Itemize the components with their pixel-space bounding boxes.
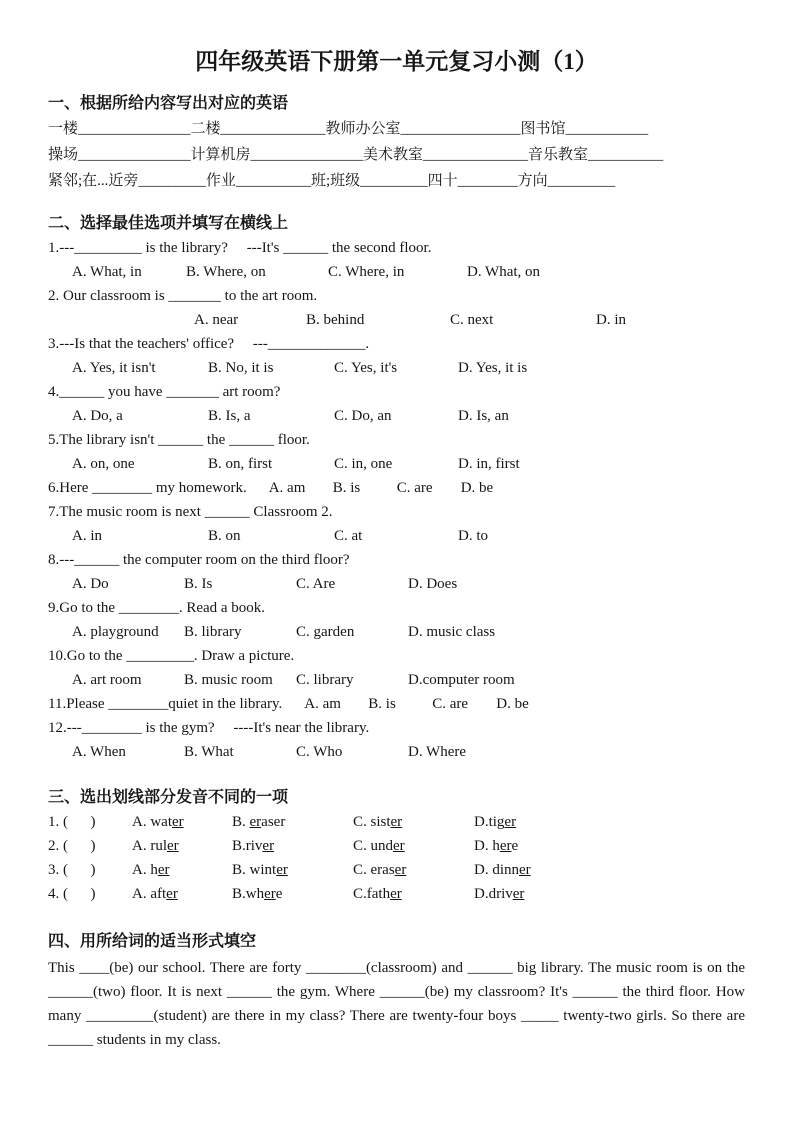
option-b: B. Where, on [186,264,266,280]
option-b: B. What [184,744,234,760]
underlined-letters: er [504,814,517,830]
option-d: D. music class [408,624,496,640]
option-d [474,882,524,906]
phonics-row-2 [48,834,745,858]
underlined-letters: er [276,862,288,878]
option-a: A. What, in [72,264,142,280]
option-c [353,858,474,882]
question-options [48,356,745,380]
question-stem: 4.______ you have _______ art room? [48,384,281,400]
vocab-item [191,121,326,137]
underlined-letters: er [499,838,512,854]
vocab-item [528,147,663,163]
answer-blank: ______________ [220,121,326,137]
word-part: A. aft [132,886,167,902]
answer-blank: _________ [138,173,206,189]
option-b [232,834,353,858]
vocab-term: 方向 [517,173,548,189]
word-part: B.wh [232,886,265,902]
word-part: B. [232,814,250,830]
section4-heading: 四、用所给词的适当形式填空 [48,933,257,950]
option-a: A. am [268,480,306,496]
option-d: D. in, first [458,456,520,472]
vocab-term: 操场 [48,147,79,163]
option-c: C. at [334,528,363,544]
option-c: C. Where, in [328,264,405,280]
item-number-parentheses: 4. ( ) [48,886,96,902]
question-stem: 5.The library isn't ______ the ______ floor. [48,432,310,448]
question-stem: 7.The music room is next ______ Classroom 2. [48,504,333,520]
question-stem: 2. Our classroom is _______ to the art room. [48,288,318,304]
vocab-item [428,173,518,189]
question-11 [48,692,745,716]
option-c: C. garden [296,624,355,640]
vocab-item [48,121,191,137]
vocab-item [326,121,521,137]
answer-blank: _________ [547,173,616,189]
section-multiple-choice [48,212,745,764]
underlined-letters: er [390,814,403,830]
question-9 [48,596,745,644]
section1-heading: 一、根据所给内容写出对应的英语 [48,95,289,112]
option-a: A. am [304,696,341,712]
vocab-row-2 [48,142,745,168]
vocab-item [48,147,191,163]
option-c [353,882,474,906]
option-d [474,858,531,882]
vocab-item [311,173,428,189]
section2-heading: 二、选择最佳选项并填写在横线上 [48,215,289,232]
question-options [48,404,745,428]
option-b [232,810,353,834]
word-part: C. sist [353,814,391,830]
answer-blank: ________ [457,173,518,189]
answer-blank: _________ [360,173,428,189]
vocab-item [363,147,528,163]
question-4 [48,380,745,428]
question-10 [48,644,745,692]
option-c: C. are [396,480,433,496]
option-b: B. music room [184,672,273,688]
question-stem: 9.Go to the ________. Read a book. [48,600,266,616]
page-title: 四年级英语下册第一单元复习小测（1） [195,49,598,74]
question-options [48,620,745,644]
underlined-letters: er [393,838,405,854]
option-c: C. Are [296,576,336,592]
underlined-letters: er [262,838,275,854]
option-b: B. is [332,480,361,496]
option-d: D. Does [408,576,458,592]
option-d: D. to [458,528,488,544]
phonics-row-3 [48,858,745,882]
underlined-letters: er [166,886,178,902]
option-a: A. near [194,312,239,328]
vocab-item [206,173,311,189]
vocab-item [48,173,206,189]
option-c: C. in, one [334,456,393,472]
option-c: C. next [450,312,494,328]
question-stem: 8.---______ the computer room on the third floor? [48,552,350,568]
option-a: A. Yes, it isn't [72,360,156,376]
word-part: e [511,838,519,854]
word-part: e [275,886,283,902]
question-3 [48,332,745,380]
vocab-item [521,121,649,137]
vocab-row-1 [48,116,745,142]
question-1 [48,236,745,284]
option-d: D. be [496,696,529,712]
option-c [353,810,474,834]
vocab-term: 一楼 [48,121,79,137]
option-d [474,810,516,834]
option-d: D. Where [408,744,467,760]
option-a [132,882,232,906]
option-a [132,834,232,858]
item-number-parentheses: 2. ( ) [48,838,96,854]
vocab-term: 计算机房 [190,147,251,163]
underlined-letters: er [264,886,276,902]
question-options [48,452,745,476]
word-part: B.riv [232,838,263,854]
question-options [48,308,745,332]
underlined-letters: er [172,814,184,830]
word-part: C. eras [353,862,395,878]
vocab-term: 图书馆 [520,121,566,137]
question-stem: 10.Go to the _________. Draw a picture. [48,648,295,664]
option-d: D. What, on [467,264,541,280]
vocab-term: 教师办公室 [325,121,401,137]
question-stem: 6.Here ________ my homework. [48,480,247,496]
answer-blank: ___________ [565,121,649,137]
option-d: D.computer room [408,672,515,688]
option-d: D. in [596,312,626,328]
section-cloze [48,930,745,1052]
underlined-letters: er [512,886,525,902]
underlined-letters: er [249,814,262,830]
option-a: A. When [72,744,126,760]
underlined-letters: er [167,838,179,854]
word-part: D. h [474,838,500,854]
option-b [232,882,353,906]
question-options [48,740,745,764]
vocab-term: 二楼 [190,121,221,137]
section3-heading: 三、选出划线部分发音不同的一项 [48,789,289,806]
question-options [48,524,745,548]
word-part: aser [261,814,286,830]
vocab-term: 四十 [427,173,458,189]
answer-blank: __________ [588,147,664,163]
option-d [474,834,518,858]
question-stem: 11.Please ________quiet in the library. [48,696,283,712]
option-d: D. be [460,480,494,496]
option-a: A. in [72,528,102,544]
option-c: C. are [432,696,469,712]
option-a: A. Do, a [72,408,123,424]
underlined-letters: er [390,886,402,902]
question-options [48,572,745,596]
vocab-row-3 [48,168,745,194]
phonics-row-1 [48,810,745,834]
answer-blank: _______________ [250,147,364,163]
section-phonics [48,786,745,906]
option-c: C. Do, an [334,408,392,424]
vocab-item [191,147,364,163]
option-a: A. Do [72,576,109,592]
word-part: C. und [353,838,394,854]
option-b: B. on [208,528,241,544]
word-part: A. wat [132,814,172,830]
question-6 [48,476,745,500]
question-2 [48,284,745,332]
option-b: B. No, it is [208,360,274,376]
question-stem: 12.---________ is the gym? ----It's near the library. [48,720,370,736]
option-b: B. Is, a [208,408,251,424]
word-part: D. dinn [474,862,519,878]
option-a: A. playground [72,624,159,640]
option-b [232,858,353,882]
option-a [132,858,232,882]
section-vocabulary [48,92,745,194]
option-b: B. is [368,696,396,712]
option-b: B. library [184,624,242,640]
option-d: D. Is, an [458,408,509,424]
answer-blank: ________________ [400,121,521,137]
question-stem: 3.---Is that the teachers' office? ---_____________. [48,336,370,352]
vocab-term: 紧邻;在...近旁 [48,173,139,189]
word-part: D.tig [474,814,505,830]
answer-blank: ______________ [423,147,529,163]
vocab-item [518,173,616,189]
word-part: A. h [132,862,158,878]
phonics-row-4 [48,882,745,906]
question-7 [48,500,745,548]
option-a [132,810,232,834]
option-c: C. Yes, it's [334,360,398,376]
question-12 [48,716,745,764]
question-options [48,668,745,692]
option-a: A. on, one [72,456,135,472]
question-8 [48,548,745,596]
word-part: B. wint [232,862,277,878]
vocab-term: 班;班级 [310,173,361,189]
option-b: B. on, first [208,456,273,472]
question-options [269,476,494,500]
cloze-paragraph: This ____(be) our school. There are forty ________(classroom) and ______ big library. The music room is on the ______(two) floor. It is next ______ the gym. Where ______(be) my classroom? It's ______ the third floor. How many _________(student) are there in my class? There are twenty-four boys _____ twenty-two girls. So there are ______ students in my class. [48,960,745,1048]
question-options [48,260,745,284]
question-5 [48,428,745,476]
item-number-parentheses: 1. ( ) [48,814,96,830]
word-part: D.driv [474,886,513,902]
option-c [353,834,474,858]
underlined-letters: er [157,862,170,878]
answer-blank: __________ [235,173,311,189]
answer-blank: _______________ [78,147,191,163]
vocab-term: 美术教室 [363,147,424,163]
question-options [304,692,529,716]
question-stem: 1.---_________ is the library? ---It's ______ the second floor. [48,240,432,256]
underlined-letters: er [394,862,407,878]
underlined-letters: er [519,862,531,878]
option-b: B. behind [306,312,365,328]
option-c: C. library [296,672,354,688]
word-part: C.fath [353,886,391,902]
word-part: A. rul [132,838,167,854]
option-d: D. Yes, it is [458,360,528,376]
vocab-term: 作业 [205,173,236,189]
answer-blank: _______________ [78,121,191,137]
option-b: B. Is [184,576,213,592]
item-number-parentheses: 3. ( ) [48,862,96,878]
option-c: C. Who [296,744,343,760]
option-a: A. art room [72,672,142,688]
vocab-term: 音乐教室 [528,147,589,163]
